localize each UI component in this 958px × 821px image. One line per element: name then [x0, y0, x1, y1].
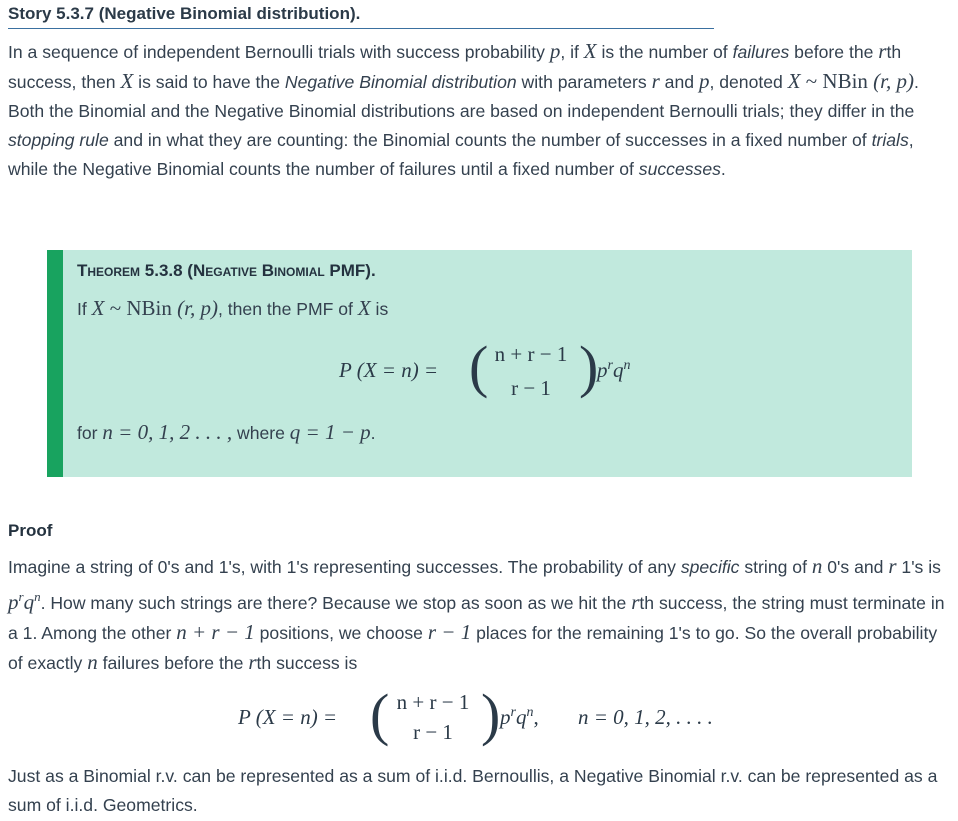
- proof-title: Proof: [8, 521, 53, 540]
- proof-paragraph: Imagine a string of 0's and 1's, with 1's representing successes. The probability of any specific string of n 0's and r 1's is $p^rq^n$. How many such strings are there? Because we stop as soon as we hit the rth success, the string must terminate in a 1. Among the other n + r − 1 positions, we choose r − 1 places for the remaining 1's to go. So the overall probability of exactly n failures before the rth success is: [8, 554, 945, 674]
- proof-binom-top: n + r − 1: [396, 690, 470, 714]
- theorem-left-paren: (: [469, 334, 489, 399]
- theorem-binom-bottom: r − 1: [511, 376, 551, 400]
- proof-binom-bottom: r − 1: [413, 720, 453, 744]
- proof-formula-lhs: P (X = n) =: [238, 705, 338, 729]
- theorem-box: [47, 250, 912, 477]
- proof-formula-range: n = 0, 1, 2, . . . .: [578, 705, 713, 729]
- story-paragraph: In a sequence of independent Bernoulli trials with success probability p, if X is the number of failures before the rth success, then X is said to have the Negative Binomial distribution with parameters r and p, denoted X ~ NBin (r, p). Both the Binomial and the Negative Binomial distributions are based on independent Bernoulli trials; they differ in the stopping rule and in what they are counting: the Binomial counts the number of successes in a fixed number of trials, while the Negative Binomial counts the number of failures until a fixed number of successes.: [8, 39, 919, 179]
- story-title: Story 5.3.7 (Negative Binomial distribution).: [8, 4, 714, 29]
- theorem-formula-lhs: P (X = n) =: [339, 358, 439, 382]
- proof-formula-rhs: $p^rq^n$,: [500, 705, 539, 729]
- theorem-right-paren: ): [579, 334, 599, 399]
- theorem-title: Theorem 5.3.8 (Negative Binomial PMF).: [77, 261, 376, 280]
- theorem-statement: If X ~ NBin (r, p), then the PMF of X is: [77, 296, 389, 320]
- closing-paragraph: Just as a Binomial r.v. can be represented as a sum of i.i.d. Bernoullis, a Negative Binomial r.v. can be represented as a sum of i.i.d. Geometrics.: [8, 766, 938, 815]
- proof-right-paren: ): [481, 682, 501, 747]
- proof-left-paren: (: [370, 682, 390, 747]
- theorem-formula-rhs: $p^rq^n$: [597, 358, 631, 382]
- theorem-condition: for n = 0, 1, 2 . . . , where q = 1 − p.: [77, 420, 376, 444]
- theorem-binom-top: n + r − 1: [494, 342, 568, 366]
